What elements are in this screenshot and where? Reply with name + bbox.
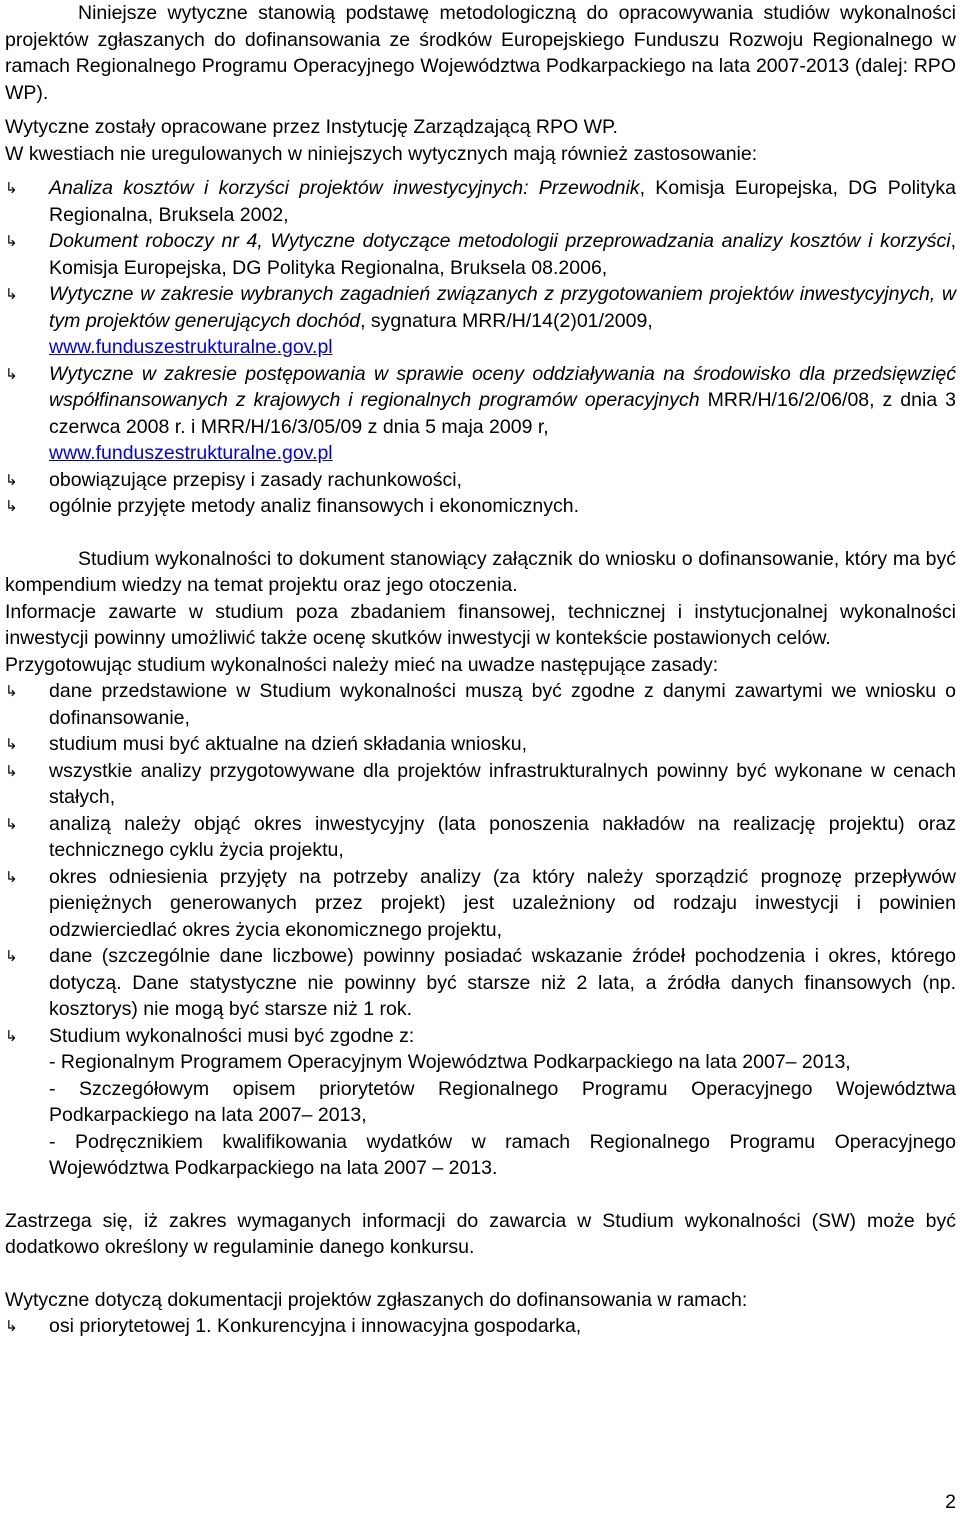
arrow-bullet-icon: ↳ [5,497,18,515]
authorship-paragraph: Wytyczne zostały opracowane przez Instytucję Zarządzającą RPO WP. [5,116,618,138]
list-item [5,758,956,811]
reference-details: , sygnatura MRR/H/14(2)01/2009, [360,309,653,332]
applies-to-paragraph: Wytyczne dotyczą dokumentacji projektów zgłaszanych do dofinansowania w ramach: [5,1288,748,1311]
reference-link[interactable]: www.funduszestrukturalne.gov.pl [49,336,333,358]
rule-text: analizą należy objąć okres inwestycyjny (lata ponoszenia nakładów na realizację projektu) oraz technicznego cyklu życia projektu, [49,812,956,861]
list-item [5,361,956,467]
scope-paragraph: Zastrzega się, iż zakres wymaganych informacji do zawarcia w Studium wykonalności (SW) może być dodatkowo określony w regulaminie danego konkursu. [5,1209,956,1258]
arrow-bullet-icon: ↳ [5,285,18,303]
rule-text: wszystkie analizy przygotowywane dla projektów infrastrukturalnych powinny być wykonane w cenach stałych, [49,759,956,808]
compliance-item: - Szczegółowym opisem priorytetów Regionalnego Programu Operacyjnego Województwa Podkarpackiego na lata 2007– 2013, [49,1077,956,1126]
reference-details: , Komisja Europejska, DG Polityka Regionalna, Bruksela 2002, [49,177,956,226]
rule-text: dane przedstawione w Studium wykonalności muszą być zgodne z danymi zawartymi we wniosku o dofinansowanie, [49,680,956,729]
reference-title: Analiza kosztów i korzyści projektów inwestycyjnych: Przewodnik [49,177,640,199]
study-content-paragraph: Informacje zawarte w studium poza zbadaniem finansowej, technicznej i instytucjonalnej wykonalności inwestycji powinny umożliwić także ocenę skutków inwestycji w kontekście postawionych celów. [5,600,956,649]
list-item [5,943,956,1023]
intro-paragraph: Niniejsze wytyczne stanowią podstawę metodologiczną do opracowywania studiów wykonalności projektów zgłaszanych do dofinansowania ze środków Europejskiego Funduszu Rozwoju Regionalnego w ramach Regionalnego Programu Operacyjnego Województwa Podkarpackiego na lata 2007-2013 (dalej: RPO WP). [5,2,956,104]
rule-text: dane (szczególnie dane liczbowe) powinny posiadać wskazanie źródeł pochodzenia i okres, którego dotyczą. Dane statystyczne nie powinny być starsze niż 2 lata, a źródła danych finansowych (np. kosztorys) nie mogą być starsze niż 1 rok. [49,945,956,1020]
arrow-bullet-icon: ↳ [5,682,18,700]
reference-details: , Komisja Europejska, DG Polityka Regionalna, Bruksela 08.2006, [49,230,956,279]
arrow-bullet-icon: ↳ [5,761,18,780]
reference-title: Wytyczne w zakresie wybranych zagadnień związanych z przygotowaniem projektów inwestycyjnych, w tym projektów generujących dochód [49,283,956,332]
arrow-bullet-icon: ↳ [5,735,18,753]
rule-text: Studium wykonalności musi być zgodne z: [49,1024,415,1047]
reference-title: Wytyczne w zakresie postępowania w sprawie oceny oddziaływania na środowisko dla przedsięwzięć współfinansowanych z krajowych i regionalnych programów operacyjnych [49,362,956,411]
arrow-bullet-icon: ↳ [5,364,18,383]
priority-axis-list [5,1313,956,1340]
list-item [5,228,956,281]
list-item [5,731,956,758]
priority-axis-text: osi priorytetowej 1. Konkurencyjna i innowacyjna gospodarka, [49,1315,582,1337]
list-item [5,864,956,944]
reference-text: obowiązujące przepisy i zasady rachunkowości, [49,468,462,491]
arrow-bullet-icon: ↳ [5,1026,18,1045]
arrow-bullet-icon: ↳ [5,867,18,886]
compliance-item: - Podręcznikiem kwalifikowania wydatków w ramach Regionalnego Programu Operacyjnego Województwa Podkarpackiego na lata 2007 – 2013. [49,1130,956,1179]
list-item [5,175,956,228]
list-item [5,493,956,520]
study-rules-intro: Przygotowując studium wykonalności należy mieć na uwadze następujące zasady: [5,653,719,676]
reference-details: MRR/H/16/2/06/08, z dnia 3 czerwca 2008 r. i MRR/H/16/3/05/09 z dnia 5 maja 2009 r, [49,389,957,438]
list-item [5,281,956,361]
rule-text: okres odniesienia przyjęty na potrzeby analizy (za który należy sporządzić prognozę przepływów pieniężnych generowanych przez projekt) jest uzależniony od rodzaju inwestycji i powinien odzwierciedlać okres życia ekonomicznego projektu, [49,865,956,941]
rule-text: studium musi być aktualne na dzień składania wniosku, [49,733,528,755]
rules-list [5,678,956,1182]
reference-title: Dokument roboczy nr 4, Wytyczne dotyczące metodologii przeprowadzania analizy kosztów i korzyści [49,230,951,252]
page-number: 2 [945,1490,956,1513]
arrow-bullet-icon: ↳ [5,814,18,833]
arrow-bullet-icon: ↳ [5,232,18,250]
list-item [5,467,956,494]
arrow-bullet-icon: ↳ [5,947,18,965]
arrow-bullet-icon: ↳ [5,1317,18,1335]
compliance-item: - Regionalnym Programem Operacyjnym Województwa Podkarpackiego na lata 2007– 2013, [49,1051,851,1073]
reference-text: ogólnie przyjęte metody analiz finansowych i ekonomicznych. [49,495,580,517]
list-item [5,1313,956,1340]
list-item [5,1023,956,1182]
study-definition-paragraph: Studium wykonalności to dokument stanowiący załącznik do wniosku o dofinansowanie, który ma być kompendium wiedzy na temat projektu oraz jego otoczenia. [5,547,956,596]
arrow-bullet-icon: ↳ [5,470,18,489]
list-item [5,678,956,731]
reference-link[interactable]: www.funduszestrukturalne.gov.pl [49,442,333,464]
arrow-bullet-icon: ↳ [5,179,18,197]
applicability-paragraph: W kwestiach nie uregulowanych w niniejszych wytycznych mają również zastosowanie: [5,142,758,165]
reference-list [5,175,956,520]
list-item [5,811,956,864]
